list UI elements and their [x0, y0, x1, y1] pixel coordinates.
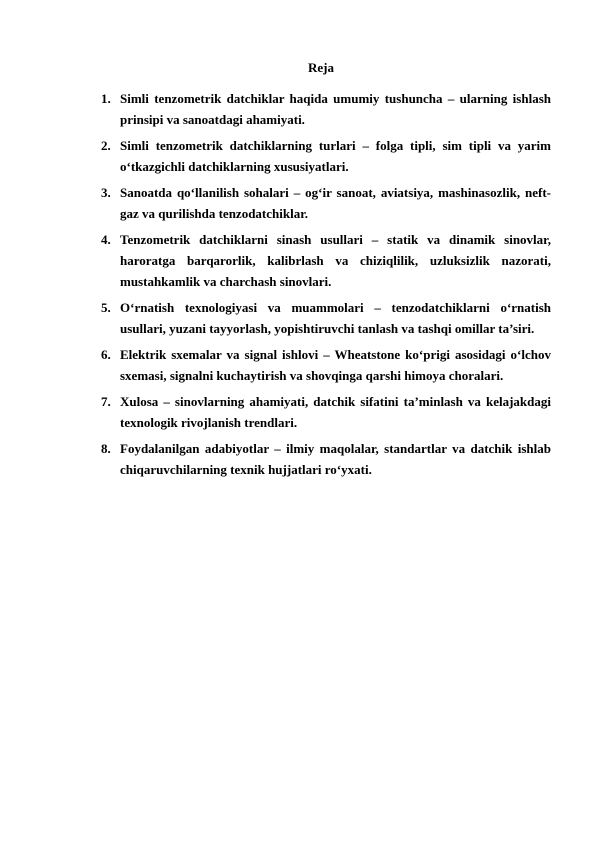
list-item: [101, 344, 551, 386]
list-item: [101, 88, 551, 130]
list-item-text: Foydalanilgan adabiyotlar – ilmiy maqolalar, standartlar va datchik ishlab chiqaruvchilarning texnik hujjatlari ro‘yxati.: [120, 441, 551, 477]
list-item-number: 8.: [101, 441, 111, 456]
list-item-number: 7.: [101, 394, 111, 409]
list-item-text: Simli tenzometrik datchiklarning turlari – folga tipli, sim tipli va yarim o‘tkazgichli datchiklarning xususiyatlari.: [120, 138, 551, 174]
document-title: Reja: [308, 60, 334, 75]
list-item: [101, 297, 551, 339]
list-item-number: 4.: [101, 232, 111, 247]
list-item-text: Elektrik sxemalar va signal ishlovi – Wheatstone ko‘prigi asosidagi o‘lchov sxemasi, signalni kuchaytirish va shovqinga qarshi himoya choralari.: [120, 347, 551, 383]
list-item: [101, 229, 551, 292]
list-item-number: 2.: [101, 138, 111, 153]
list-item-text: O‘rnatish texnologiyasi va muammolari – tenzodatchiklarni o‘rnatish usullari, yuzani tayyorlash, yopishtiruvchi tanlash va tashqi omillar ta’siri.: [120, 300, 551, 336]
list-item: [101, 438, 551, 480]
list-item-number: 6.: [101, 347, 111, 362]
list-item-text: Tenzometrik datchiklarni sinash usullari – statik va dinamik sinovlar, haroratga barqarorlik, kalibrlash va chiziqlilik, uzluksizlik nazorati, mustahkamlik va charchash sinovlari.: [120, 232, 551, 289]
plan-list: [101, 88, 551, 485]
list-item-text: Sanoatda qo‘llanilish sohalari – og‘ir sanoat, aviatsiya, mashinasozlik, neft-gaz va qurilishda tenzodatchiklar.: [120, 185, 551, 221]
list-item-text: Xulosa – sinovlarning ahamiyati, datchik sifatini ta’minlash va kelajakdagi texnologik rivojlanish trendlari.: [120, 394, 551, 430]
list-item: [101, 135, 551, 177]
list-item-number: 1.: [101, 91, 111, 106]
list-item-number: 5.: [101, 300, 111, 315]
list-item: [101, 391, 551, 433]
list-item-text: Simli tenzometrik datchiklar haqida umumiy tushuncha – ularning ishlash prinsipi va sanoatdagi ahamiyati.: [120, 91, 551, 127]
list-item-number: 3.: [101, 185, 111, 200]
list-item: [101, 182, 551, 224]
